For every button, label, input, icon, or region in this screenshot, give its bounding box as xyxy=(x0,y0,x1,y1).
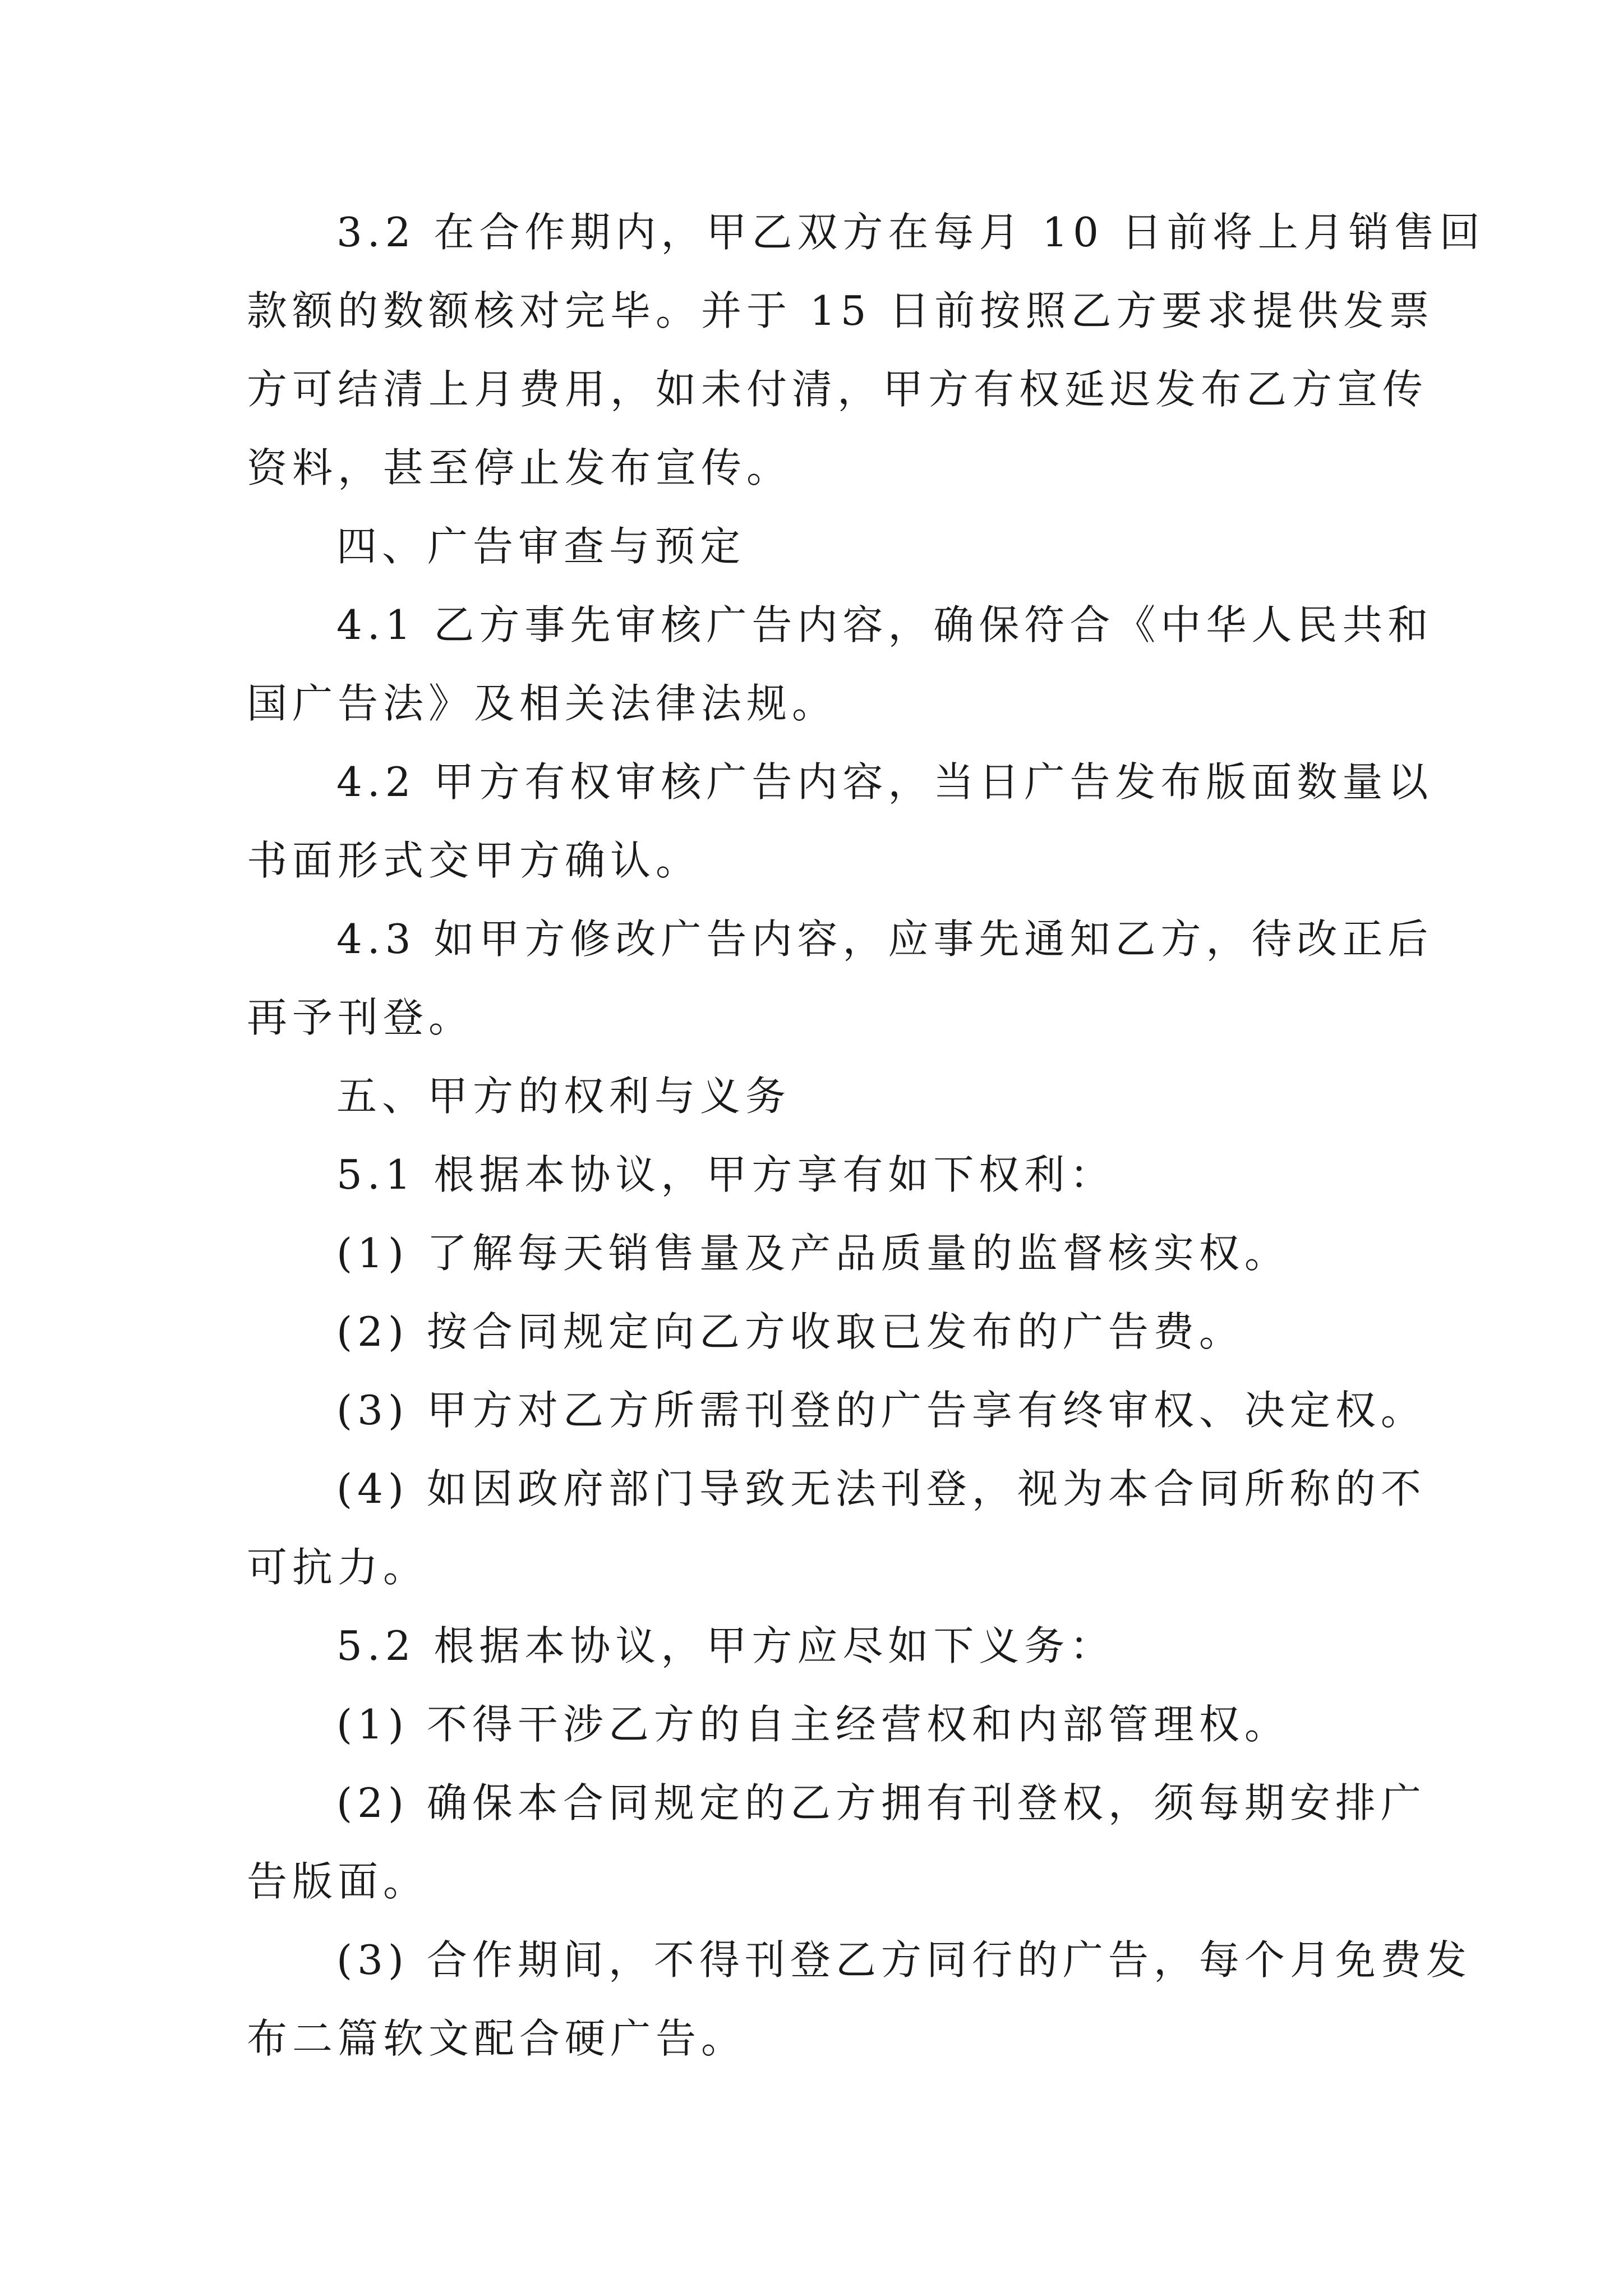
paragraph-line: 再予刊登。 xyxy=(247,994,474,1041)
paragraph-line: 国广告法》及相关法律法规。 xyxy=(247,680,838,727)
section-heading: 四、广告审查与预定 xyxy=(336,523,746,570)
list-item: (4) 如因政府部门导致无法刊登，视为本合同所称的不 xyxy=(336,1465,1426,1512)
paragraph-line: 5.2 根据本协议，甲方应尽如下义务： xyxy=(336,1622,1115,1669)
paragraph-line: 4.2 甲方有权审核广告内容，当日广告发布版面数量以 xyxy=(336,758,1433,806)
paragraph-line: 方可结清上月费用，如未付清，甲方有权延迟发布乙方宣传 xyxy=(247,366,1428,413)
list-item: (2) 确保本合同规定的乙方拥有刊登权，须每期安排广 xyxy=(336,1779,1426,1826)
section-heading: 五、甲方的权利与义务 xyxy=(336,1073,791,1120)
paragraph-line: 4.3 如甲方修改广告内容，应事先通知乙方，待改正后 xyxy=(336,915,1433,963)
list-item: (3) 合作期间，不得刊登乙方同行的广告，每个月免费发 xyxy=(336,1936,1472,1984)
list-item-continuation: 可抗力。 xyxy=(247,1544,429,1591)
list-item: (2) 按合同规定向乙方收取已发布的广告费。 xyxy=(336,1308,1244,1355)
list-item: (1) 了解每天销售量及产品质量的监督核实权。 xyxy=(336,1230,1290,1277)
list-item: (3) 甲方对乙方所需刊登的广告享有终审权、决定权。 xyxy=(336,1387,1426,1434)
paragraph-line: 款额的数额核对完毕。并于 15 日前按照乙方要求提供发票 xyxy=(247,287,1435,334)
paragraph-line: 5.1 根据本协议，甲方享有如下权利： xyxy=(336,1151,1115,1198)
list-item: (1) 不得干涉乙方的自主经营权和内部管理权。 xyxy=(336,1701,1290,1748)
list-item-continuation: 告版面。 xyxy=(247,1858,429,1905)
list-item-continuation: 布二篇软文配合硬广告。 xyxy=(247,2015,747,2062)
paragraph-line: 书面形式交甲方确认。 xyxy=(247,837,702,884)
paragraph-line: 4.1 乙方事先审核广告内容，确保符合《中华人民共和 xyxy=(336,601,1433,648)
paragraph-line: 资料，甚至停止发布宣传。 xyxy=(247,444,792,491)
paragraph-line: 3.2 在合作期内，甲乙双方在每月 10 日前将上月销售回 xyxy=(336,209,1485,256)
